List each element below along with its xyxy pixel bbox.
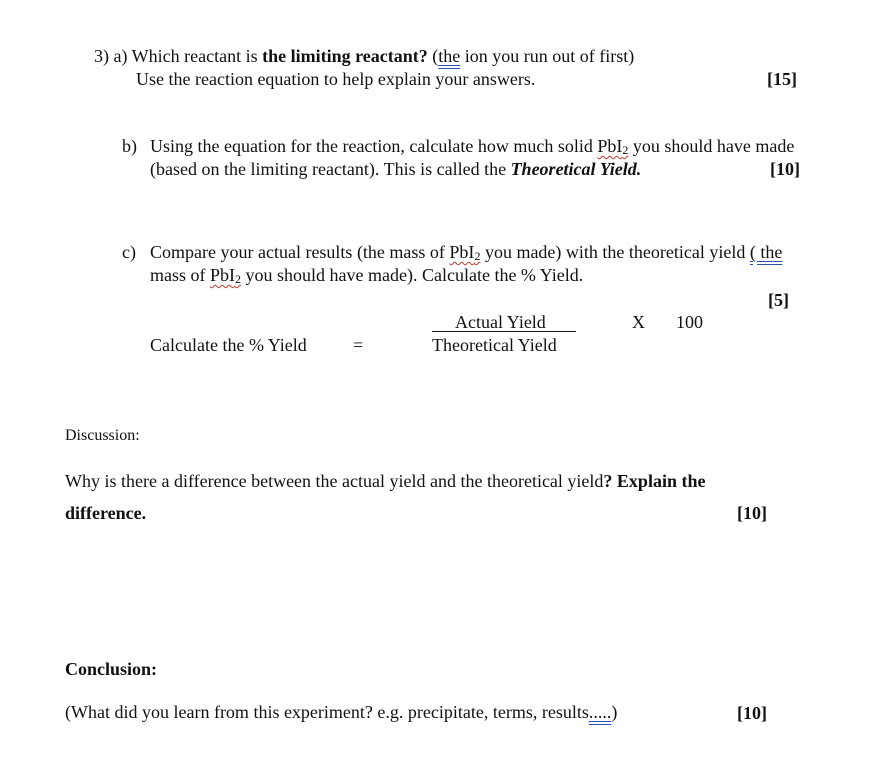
conclusion-marks: [10] bbox=[737, 703, 767, 723]
q3c-label: c) bbox=[122, 242, 136, 262]
conclusion-prompt bbox=[65, 702, 617, 723]
q3a-line2: Use the reaction equation to help explain your answers. bbox=[136, 69, 536, 89]
q3b-marks: [10] bbox=[770, 159, 800, 179]
q3b-line2 bbox=[150, 159, 641, 180]
discussion-line2: difference. bbox=[65, 503, 147, 523]
conclusion-text: (What did you learn from this experiment? e.g. precipitate, terms, results bbox=[65, 702, 589, 722]
times-sign: X bbox=[632, 312, 645, 332]
q3c-line1 bbox=[150, 242, 782, 263]
q3b-label: b) bbox=[122, 136, 137, 156]
q3a-text-pre: Which reactant is bbox=[131, 46, 263, 66]
q3a-text-rest: ion you run out of first) bbox=[460, 46, 635, 66]
q3c-text-end: ( the bbox=[749, 242, 783, 262]
conclusion-close: ) bbox=[611, 702, 618, 722]
discussion-marks: [10] bbox=[737, 503, 767, 523]
q3a-the: the bbox=[438, 46, 461, 66]
percent-yield-label: Calculate the % Yield bbox=[150, 335, 307, 355]
q3b-line1 bbox=[150, 136, 794, 157]
conclusion-heading: Conclusion: bbox=[65, 659, 158, 679]
conclusion-dots: ..... bbox=[588, 702, 612, 722]
q3c-line2 bbox=[150, 265, 583, 286]
discussion-heading: Discussion: bbox=[65, 427, 140, 444]
discussion-explain: ? Explain the bbox=[603, 471, 706, 491]
hundred-value: 100 bbox=[676, 312, 703, 332]
q3c-formula: PbI$_2$ bbox=[449, 242, 481, 263]
equals-sign: = bbox=[353, 335, 364, 355]
q3c-marks: [5] bbox=[768, 290, 789, 310]
q3a-line1 bbox=[94, 46, 634, 67]
q3c-text-mid: you made) with the theoretical yield bbox=[480, 242, 750, 262]
denominator-theoretical-yield: Theoretical Yield bbox=[432, 335, 557, 355]
q3a-marks: [15] bbox=[767, 69, 797, 89]
q3c-line2-post: you should have made). Calculate the % Yield. bbox=[241, 265, 584, 285]
q3a-bold: the limiting reactant? bbox=[262, 46, 428, 66]
q3a-paren-open: ( bbox=[427, 46, 439, 66]
discussion-question: Why is there a difference between the actual yield and the theoretical yield bbox=[65, 471, 604, 491]
q3c-formula-2: PbI$_2$ bbox=[210, 265, 242, 286]
q3c-line2-pre: mass of bbox=[150, 265, 210, 285]
q3b-text-post: you should have made bbox=[628, 136, 795, 156]
fraction-line bbox=[432, 331, 576, 332]
q3a-number: 3) a) bbox=[94, 46, 128, 66]
q3b-line2-pre: (based on the limiting reactant). This is called the bbox=[150, 159, 511, 179]
discussion-line1 bbox=[65, 471, 705, 492]
q3b-theoretical-yield: Theoretical Yield. bbox=[510, 159, 642, 179]
q3b-formula: PbI$_2$ bbox=[597, 136, 629, 157]
q3c-text-pre: Compare your actual results (the mass of bbox=[150, 242, 450, 262]
numerator-actual-yield: Actual Yield bbox=[455, 312, 546, 332]
q3b-text-pre: Using the equation for the reaction, calculate how much solid bbox=[150, 136, 598, 156]
